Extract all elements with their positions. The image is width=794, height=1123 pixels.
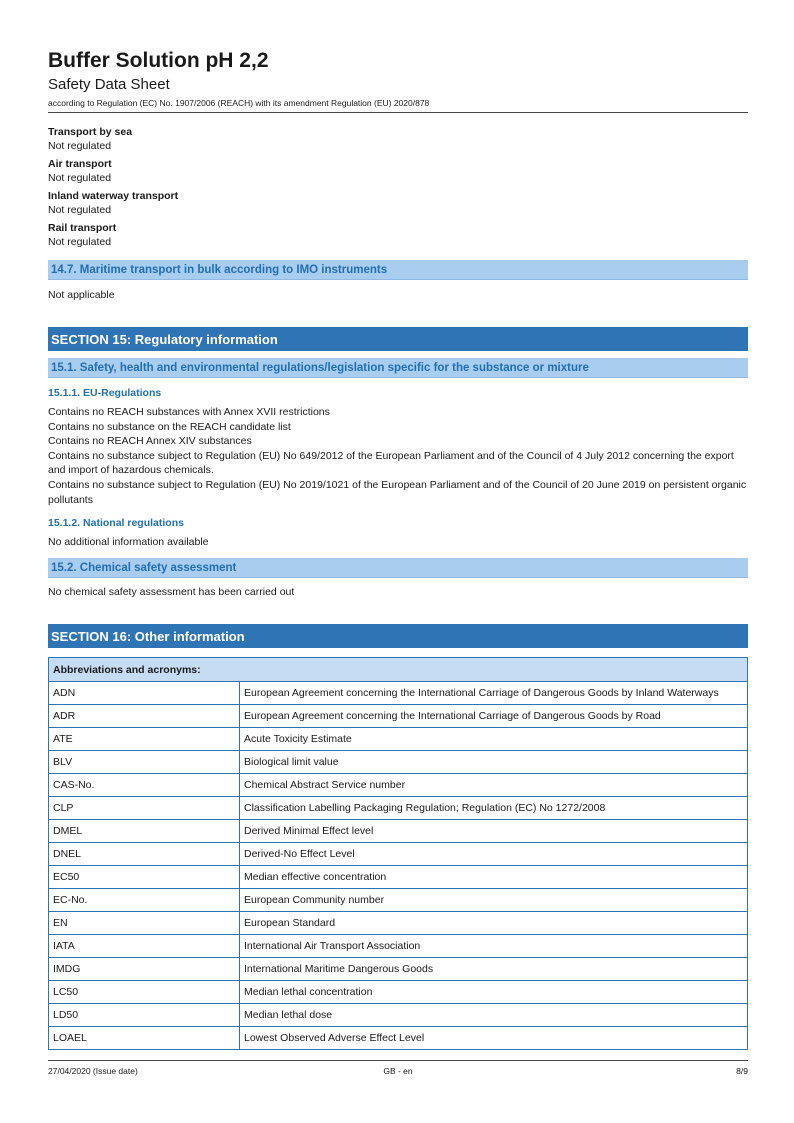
meaning-cell: European Agreement concerning the International Carriage of Dangerous Goods by Inland Waterways	[240, 682, 748, 705]
document-subtitle: Safety Data Sheet	[48, 76, 170, 93]
meaning-cell: Acute Toxicity Estimate	[240, 728, 748, 751]
meaning-cell: Chemical Abstract Service number	[240, 774, 748, 797]
eu-regulation-line: Contains no REACH Annex XIV substances	[48, 435, 252, 447]
table-row	[49, 889, 748, 912]
subsection-15-2-text: No chemical safety assessment has been carried out	[48, 586, 295, 598]
transport-sea-value: Not regulated	[48, 140, 112, 152]
national-regulations-text: No additional information available	[48, 536, 209, 548]
abbreviation-cell: EC-No.	[49, 889, 240, 912]
transport-rail-value: Not regulated	[48, 236, 112, 248]
table-header-row	[49, 658, 748, 682]
table-row	[49, 866, 748, 889]
subsection-15-1-title: 15.1. Safety, health and environmental regulations/legislation specific for the substance or mixture	[51, 362, 589, 374]
abbreviation-cell: DMEL	[49, 820, 240, 843]
abbreviation-cell: EC50	[49, 866, 240, 889]
transport-inland-label: Inland waterway transport	[48, 190, 179, 202]
abbreviation-cell: ADN	[49, 682, 240, 705]
table-row	[49, 705, 748, 728]
abbreviation-cell: ATE	[49, 728, 240, 751]
abbreviation-cell: IMDG	[49, 958, 240, 981]
eu-regulation-line: Contains no substance on the REACH candidate list	[48, 420, 291, 433]
subsection-14-7-title: 14.7. Maritime transport in bulk according to IMO instruments	[51, 264, 388, 276]
abbreviations-table	[48, 657, 748, 1050]
subsection-15-2-header	[48, 558, 748, 578]
meaning-cell: International Maritime Dangerous Goods	[240, 958, 748, 981]
footer-page-number: 8/9	[736, 1066, 748, 1076]
meaning-cell: Derived-No Effect Level	[240, 843, 748, 866]
meaning-cell: Derived Minimal Effect level	[240, 820, 748, 843]
meaning-cell: Classification Labelling Packaging Regulation; Regulation (EC) No 1272/2008	[240, 797, 748, 820]
transport-air-value: Not regulated	[48, 172, 112, 184]
eu-regulations-heading: 15.1.1. EU-Regulations	[48, 387, 162, 399]
table-row	[49, 1004, 748, 1027]
meaning-cell: Biological limit value	[240, 751, 748, 774]
subsection-15-2-title: 15.2. Chemical safety assessment	[51, 562, 237, 574]
table-row	[49, 682, 748, 705]
eu-regulation-line: Contains no substance subject to Regulation (EU) No 2019/1021 of the European Parliament and of the Council of 20 June 2019 on persistent organic pollutants	[48, 479, 747, 506]
abbreviation-cell: DNEL	[49, 843, 240, 866]
subsection-14-7-header	[48, 260, 748, 280]
meaning-cell: Median effective concentration	[240, 866, 748, 889]
abbreviation-cell: CAS-No.	[49, 774, 240, 797]
meaning-cell: European Standard	[240, 912, 748, 935]
table-row	[49, 912, 748, 935]
transport-inland-value: Not regulated	[48, 204, 112, 216]
table-row	[49, 981, 748, 1004]
meaning-cell: Median lethal dose	[240, 1004, 748, 1027]
national-regulations-heading: 15.1.2. National regulations	[48, 517, 184, 529]
table-row	[49, 728, 748, 751]
section-15-header	[48, 327, 748, 351]
abbreviation-cell: CLP	[49, 797, 240, 820]
footer-issue-date: 27/04/2020 (Issue date)	[48, 1066, 138, 1076]
abbreviation-cell: LC50	[49, 981, 240, 1004]
meaning-cell: International Air Transport Association	[240, 935, 748, 958]
transport-sea-label: Transport by sea	[48, 126, 133, 138]
table-row	[49, 958, 748, 981]
table-row	[49, 774, 748, 797]
subsection-15-1-header	[48, 358, 748, 378]
meaning-cell: Lowest Observed Adverse Effect Level	[240, 1027, 748, 1050]
meaning-cell: European Agreement concerning the International Carriage of Dangerous Goods by Road	[240, 705, 748, 728]
abbreviation-cell: EN	[49, 912, 240, 935]
abbreviation-cell: IATA	[49, 935, 240, 958]
table-row	[49, 820, 748, 843]
eu-regulation-line: Contains no substance subject to Regulation (EU) No 649/2012 of the European Parliament and of the Council of 4 July 2012 concerning the export and import of hazardous chemicals.	[48, 449, 734, 476]
transport-air-label: Air transport	[48, 158, 112, 170]
table-row	[49, 751, 748, 774]
table-row	[49, 1027, 748, 1050]
section-16-header	[48, 624, 748, 648]
meaning-cell: European Community number	[240, 889, 748, 912]
abbreviation-cell: ADR	[49, 705, 240, 728]
table-row	[49, 797, 748, 820]
eu-regulation-line: Contains no REACH substances with Annex XVII restrictions	[48, 406, 330, 418]
section-16-title: SECTION 16: Other information	[51, 629, 245, 644]
table-body	[49, 682, 748, 1050]
header-divider	[48, 112, 748, 113]
subsection-14-7-text: Not applicable	[48, 289, 115, 301]
regulation-note: according to Regulation (EC) No. 1907/2006 (REACH) with its amendment Regulation (EU) 2020/878	[48, 98, 430, 108]
footer-language: GB - en	[383, 1066, 413, 1076]
abbreviation-cell: LD50	[49, 1004, 240, 1027]
document-title: Buffer Solution pH 2,2	[48, 49, 269, 72]
table-row	[49, 935, 748, 958]
abbreviation-cell: BLV	[49, 751, 240, 774]
footer-divider	[48, 1060, 748, 1061]
abbreviation-cell: LOAEL	[49, 1027, 240, 1050]
table-header: Abbreviations and acronyms:	[49, 658, 748, 682]
table-row	[49, 843, 748, 866]
section-15-title: SECTION 15: Regulatory information	[51, 332, 278, 347]
meaning-cell: Median lethal concentration	[240, 981, 748, 1004]
transport-rail-label: Rail transport	[48, 222, 117, 234]
